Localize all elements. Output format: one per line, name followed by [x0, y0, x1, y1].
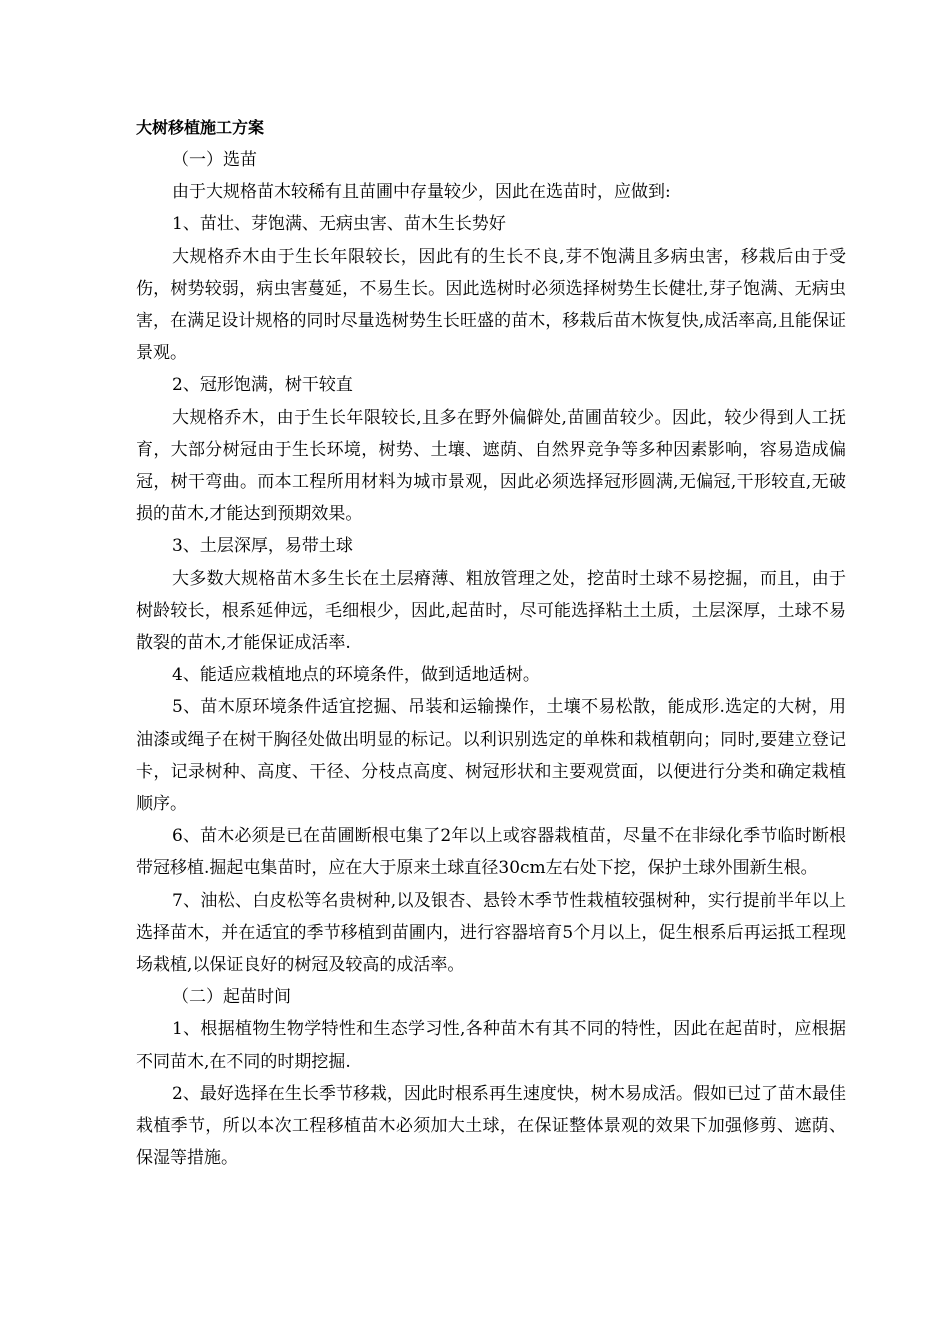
body-paragraph: 6、苗木必须是已在苗圃断根屯集了2年以上或容器栽植苗，尽量不在非绿化季节临时断根带冠移植.掘起屯集苗时，应在大于原来土球直径30cm左右处下挖，保护土球外围新生根。 — [136, 826, 846, 879]
body-paragraph: 由于大规格苗木较稀有且苗圃中存量较少，因此在选苗时，应做到: — [172, 182, 671, 203]
body-paragraph: 7、油松、白皮松等名贵树种,以及银杏、悬铃木季节性栽植较强树种，实行提前半年以上选择苗木，并在适宜的季节移植到苗圃内，进行容器培育5个月以上，促生根系后再运抵工程现场栽植,以保证良好的树冠及较高的成活率。 — [136, 890, 846, 976]
body-paragraph: 3、土层深厚，易带土球 — [172, 536, 353, 557]
body-paragraph: 1、苗壮、芽饱满、无病虫害、苗木生长势好 — [172, 214, 506, 235]
section-heading: （一）选苗 — [172, 150, 257, 170]
body-paragraph: 4、能适应栽植地点的环境条件，做到适地适树。 — [172, 665, 540, 686]
document-title: 大树移植施工方案 — [136, 118, 265, 137]
body-paragraph: 2、冠形饱满，树干较直 — [172, 375, 353, 396]
body-paragraph: 大规格乔木由于生长年限较长，因此有的生长不良,芽不饱满且多病虫害，移栽后由于受伤，树势较弱，病虫害蔓延，不易生长。因此选树时必须选择树势生长健壮,芽子饱满、无病虫害，在满足设计规格的同时尽量选树势生长旺盛的苗木，移栽后苗木恢复快,成活率高,且能保证景观。 — [136, 246, 846, 364]
document-page — [136, 112, 846, 1175]
body-paragraph: 大规格乔木，由于生长年限较长,且多在野外偏僻处,苗圃苗较少。因此，较少得到人工抚育，大部分树冠由于生长环境，树势、土壤、遮荫、自然界竞争等多种因素影响，容易造成偏冠，树干弯曲。而本工程所用材料为城市景观，因此必须选择冠形圆满,无偏冠,干形较直,无破损的苗木,才能达到预期效果。 — [136, 407, 846, 525]
document-body — [136, 144, 846, 1175]
body-paragraph: 2、最好选择在生长季节移栽，因此时根系再生速度快，树木易成活。假如已过了苗木最佳栽植季节，所以本次工程移植苗木必须加大土球，在保证整体景观的效果下加强修剪、遮荫、保湿等措施。 — [136, 1083, 846, 1169]
body-paragraph: 大多数大规格苗木多生长在土层瘠薄、粗放管理之处，挖苗时土球不易挖掘，而且，由于树龄较长，根系延伸远，毛细根少，因此,起苗时，尽可能选择粘土土质，土层深厚，土球不易散裂的苗木,才能保证成活率. — [136, 568, 846, 654]
section-heading: （二）起苗时间 — [172, 987, 291, 1008]
body-paragraph: 1、根据植物生物学特性和生态学习性,各种苗木有其不同的特性，因此在起苗时，应根据不同苗木,在不同的时期挖掘. — [136, 1019, 846, 1072]
body-paragraph: 5、苗木原环境条件适宜挖掘、吊装和运输操作，土壤不易松散，能成形.选定的大树，用油漆或绳子在树干胸径处做出明显的标记。以利识别选定的单株和栽植朝向；同时,要建立登记卡，记录树种、高度、干径、分枝点高度、树冠形状和主要观赏面，以便进行分类和确定栽植顺序。 — [136, 697, 846, 815]
